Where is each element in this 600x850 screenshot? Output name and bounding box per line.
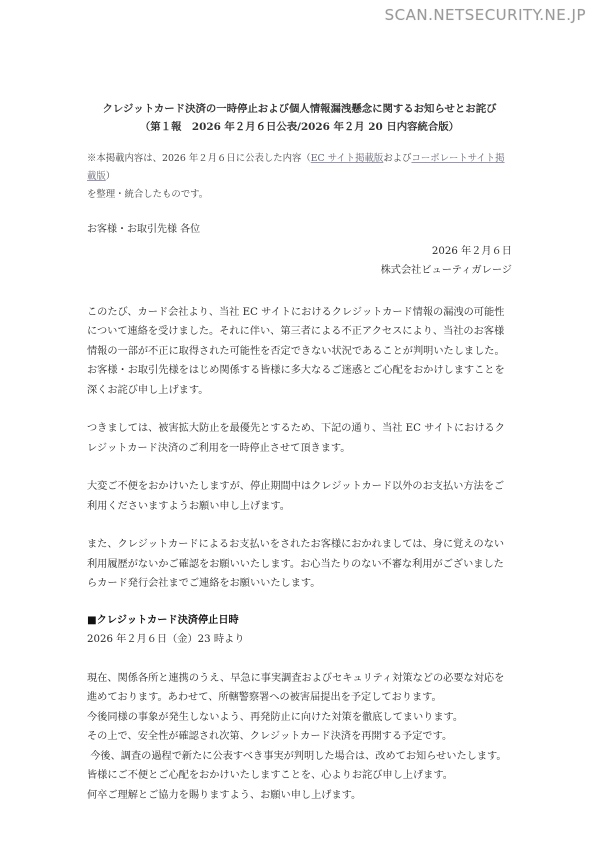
note-line-2: を整理・統合したものです。 [87,189,209,200]
paragraph-suspension: つきましては、被害拡大防止を最優先とするため、下記の通り、当社 EC サイトにおけるクレジットカード決済のご利用を一時停止させて頂きます。 [87,423,505,454]
note-suffix: ） [105,171,116,182]
closing-block [87,669,512,806]
closing-line: その上で、安全性が確認され次第、クレジットカード決済を再開する予定です。 [87,731,453,742]
paragraph-alternative-payment: 大変ご不便をおかけいたしますが、停止期間中はクレジットカード以外のお支払い方法をご利用くださいますようお願い申し上げます。 [87,481,505,512]
issue-date: 2026 年２月６日 [431,245,512,257]
closing-line: 皆様にご不便とご心配をおかけいたしますことを、心よりお詫び申し上げます。 [87,770,453,781]
notice-document [87,100,512,805]
closing-line: 現在、関係各所と連携のうえ、早急に事実調査およびセキュリティ対策などの必要な対応を進めております。あわせて、所轄警察署への被害届提出を予定しております。 [87,672,505,703]
closing-line: 何卒ご理解とご協力を賜りますよう、お願い申し上げます。 [87,789,362,801]
paragraph-incident: このたび、カード会社より、当社 EC サイトにおけるクレジットカード情報の漏洩の可能性について連絡を受けました。それに伴い、第三者による不正アクセスにより、当社のお客様情報の一部が不正に取得された可能性を否定できない状況であることが判明いたしました。お客様・お取引先様をはじめ関係する皆様に多大なるご迷惑とご心配をおかけしますことを深くお詫び申し上げます。 [87,306,505,396]
document-title [87,100,512,136]
corporate-site-version-link[interactable]: コーポレートサイト掲載版 [87,153,505,182]
paragraph-check-history: また、クレジットカードによるお支払いをされたお客様におかれましては、身に覚えのない利用履歴がないかご確認をお願いいたします。お心当たりのない不審な利用がございましたらカード発行会社までご連絡をお願いいたします。 [87,539,505,589]
addressee: お客様・お取引先様 各位 [87,224,201,235]
integration-note [87,150,512,204]
suspension-datetime: 2026 年２月６日（金）23 時より [87,634,245,645]
title-line-2: （第１報 2026 年２月６日公表/2026 年２月 20 日内容統合版） [139,121,460,133]
closing-line: 今後、調査の過程で新たに公表すべき事実が判明した場合は、改めてお知らせいたします。 [87,750,507,762]
title-line-1: クレジットカード決済の一時停止および個人情報漏洩懸念に関するお知らせとお詫び [102,103,497,115]
company-name: 株式会社ビューティガレージ [380,265,512,276]
note-middle: および [383,153,412,164]
ec-site-version-link[interactable]: EC サイト掲載版 [310,153,384,164]
site-watermark: SCAN.NETSECURITY.NE.JP [384,6,586,24]
section-heading: ■クレジットカード決済停止日時 [87,613,239,626]
closing-line: 今後同様の事象が発生しないよう、再発防止に向けた対策を徹底してまいります。 [87,711,464,723]
note-prefix: ※本掲載内容は、2026 年２月６日に公表した内容（ [87,153,311,164]
